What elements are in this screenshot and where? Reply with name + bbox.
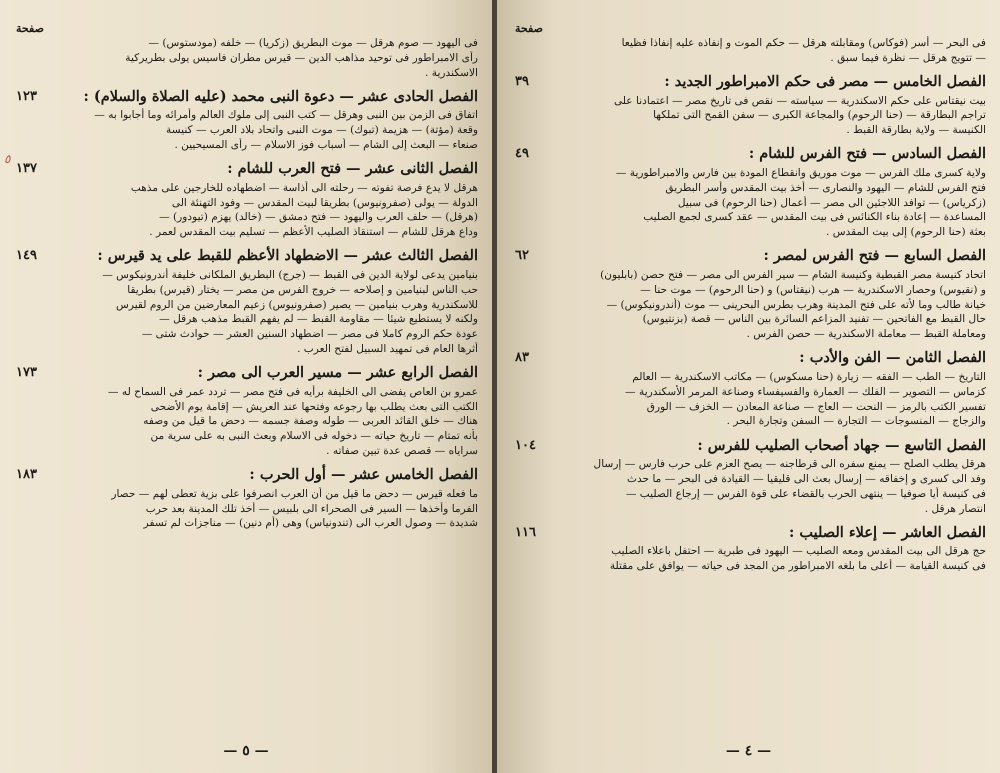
text-line: فى اليهود — صوم هرقل — موت البطريق (زكريا) — خلفه (مودستوس) —	[148, 37, 478, 49]
text-line: فتح الفرس للشام — اليهود والنصارى — أخذ بيت المقدس وأسر البطريق	[665, 181, 986, 194]
chapter-title: الفصل الخامس عشر — أول الحرب :	[249, 466, 478, 484]
chapter-page-number: ١٣٧	[16, 161, 37, 177]
text-line: رأى الامبراطور فى توحيد مذاهب الدين — قيرس مطران فاسيس يولى بطريركية	[125, 51, 478, 64]
text-line: المساعدة — إعادة بناء الكنائس فى بيت المقدس — عقد كسرى لجمع الصليب	[643, 211, 986, 224]
chapter-title: الفصل التاسع — جهاد أصحاب الصليب للفرس :	[697, 436, 986, 454]
chapter-entry	[515, 348, 986, 429]
text-line: الفرما وأخذها — السير فى الصحراء الى بلبيس — أخذ تلك المدينة بعد حرب	[145, 502, 478, 515]
chapter-title: الفصل الثالث عشر — الاضطهاد الأعظم للقبط على يد قيرس :	[97, 247, 478, 265]
text-line: وفد الى كسرى و إخفاقه — إرسال بعث الى قليقيا — القيادة فى البحر — ما حدث	[627, 472, 986, 485]
text-line: فى كنيسة القيامة — أعلى ما بلغه الامبراطور من المجد فى حياته — يوافق على مقتلة	[609, 560, 986, 573]
text-line: حال القبط مع الفاتحين — تفنيد المزاعم السائرة بين الناس — قصة (بزنتيوس)	[642, 313, 986, 326]
text-line: خيانة طالب وما لأته على فتح المدينة وهرب بطرس البحرينى — موت (أندرونيكوس) —	[606, 298, 986, 311]
chapter-title: الفصل العاشر — إعلاء الصليب :	[788, 523, 986, 541]
text-line: عمرو بن العاص يفضى الى الخليفة برأيه فى فتح مصر — تردد عمر فى السماح له —	[107, 385, 478, 398]
chapter-title: الفصل الرابع عشر — مسير العرب الى مصر :	[197, 364, 478, 382]
text-line: وداع هرقل للشام — استنقاذ الصليب الأعظم — تسليم بيت المقدس لعمر .	[149, 226, 478, 239]
text-line: الكنيسة — ولاية بطارقة القبط .	[846, 124, 986, 137]
text-line: (هرقل) — حلف العرب واليهود — فتح دمشق — (خالد) يهزم (تيودور) —	[159, 211, 478, 224]
text-line: بعثة (حنا الرحوم) إلى بيت المقدس .	[825, 226, 986, 239]
text-line: تراجم البطارقة — (حنا الرحوم) والمجاعة الكبرى — سفن القمح التى تملكها	[653, 109, 986, 122]
text-line: انتصار هرقل .	[924, 502, 986, 515]
page-column-label	[16, 22, 478, 36]
continuation-text	[515, 36, 986, 66]
text-line: عودة حكم الروم كاملا فى مصر — اضطهاد السنين العشر — حوادث شتى —	[141, 328, 478, 341]
chapter-page-number: ١٤٩	[16, 248, 37, 264]
text-line: بأنه تمتام — تاريخ حياته — دخوله فى الاسلام وبعث النبى به على سرية من	[150, 430, 478, 443]
text-line: حب الناس لبنيامين و إصلاحه — خروج الفرس من مصر — يختار (قيرس) بطريقا	[127, 283, 478, 296]
chapter-entry	[515, 144, 986, 240]
chapter-page-number: ١٧٣	[16, 365, 37, 381]
chapter-page-number: ٦٢	[515, 248, 529, 264]
chapter-title: الفصل السادس — فتح الفرس للشام :	[748, 145, 986, 163]
text-line: (زكرياس) — توافد اللاجئين الى مصر — أعمال (حنا الرحوم) فى سبيل	[677, 196, 986, 209]
text-line: والزجاج — المنسوجات — التجارة — السفن وتجارة البحر .	[726, 415, 986, 428]
chapter-entry	[16, 159, 478, 240]
chapter-page-number: ١٠٤	[515, 437, 536, 453]
handwritten-margin-note: ٥	[4, 152, 11, 166]
text-line: ولكنه لا يستطيع شيئا — مقاومة القبط — لم يفهم القبط مذهب هرقل —	[159, 313, 478, 326]
text-line: ما فعله قيرس — دحض ما قيل من أن العرب انصرفوا على بزية تعطى لهم — حصار	[111, 487, 478, 500]
chapter-entry	[515, 522, 986, 574]
text-line: اتفاق فى الزمن بين النبى وهرقل — كتب النبى إلى ملوك العالم وأمرائه وما أجابوا به —	[94, 109, 478, 122]
chapter-page-number: ١٢٣	[16, 88, 37, 104]
text-line: أثرها العام فى تمهيد السبيل لفتح العرب .	[297, 342, 478, 355]
text-line: الاسكندرية .	[425, 66, 478, 79]
text-line: بيت نيقتاس على حكم الاسكندرية — سياسته — نقص فى تاريخ مصر — اعتمادنا على	[613, 94, 986, 107]
chapter-page-number: ٨٣	[515, 350, 529, 366]
right-page	[497, 0, 1000, 773]
chapter-title: الفصل الخامس — مصر فى حكم الامبراطور الجديد :	[664, 73, 986, 91]
text-line: الكتب التى بعث يطلب بها رجوعه وفتحها عند العريش — إقامة يوم الأضحى	[150, 400, 478, 413]
column-label-text: صفحة	[16, 22, 44, 35]
chapter-entry	[515, 246, 986, 342]
text-line: ومعاملة القبط — معاملة الاسكندرية — حصن الفرس .	[746, 328, 986, 341]
text-line: فى كنيسة أيا صوفيا — ينتهى الحرب بالقضاء على قوة الفرس — إرجاع الصليب —	[625, 487, 986, 500]
text-line: و (نقيوس) وحصار الاسكندرية — هرب (نيقتاس) و (حنا الرحوم) — موت حنا —	[640, 283, 986, 296]
chapter-title: الفصل الثانى عشر — فتح العرب للشام :	[227, 160, 478, 178]
chapter-entry	[16, 86, 478, 152]
chapter-title: الفصل الثامن — الفن والأدب :	[799, 349, 986, 367]
text-line: شديدة — وصول العرب الى (تندونياس) وهى (أم دنين) — مناجزات لم تسفر	[143, 517, 478, 530]
text-line: هرقل لا يدع فرصة تفوته — رحلته الى أذاسة — اضطهاده للخارجين على مذهب	[130, 181, 478, 194]
chapter-page-number: ١٨٣	[16, 467, 37, 483]
column-label-text: صفحة	[515, 22, 543, 35]
text-line: هناك — خلق القائد العربى — طوله وصفة جسمه — دحض ما قيل من وصفه	[143, 415, 478, 428]
page-folio: — ٥ —	[223, 743, 269, 759]
chapter-page-number: ٤٩	[515, 146, 529, 162]
text-line: تفسير الكتب بالرمز — النحت — العاج — صناعة المعادن — الخزف — الورق	[646, 400, 986, 413]
chapter-title: الفصل الحادى عشر — دعوة النبى محمد (عليه الصلاة والسلام) :	[83, 87, 478, 105]
text-line: التاريخ — الطب — الفقه — زيارة (حنا مسكوس) — مكاتب الاسكندرية — العالم	[632, 370, 986, 383]
chapter-entry	[16, 465, 478, 531]
text-line: صنعاء — البعث إلى الشام — أسباب فوز الاسلام — رأى المسيحيين .	[174, 138, 478, 151]
text-line: الدولة — يولى (صفرونيوس) بطريقا لبيت المقدس — وفود التهنئة الى	[171, 196, 478, 209]
text-line: فى البحر — أسر (فوكاس) ومقابلته هرقل — حكم الموت و إنفاذه عليه إنفاذا فظيعا	[621, 37, 986, 49]
text-line: هرقل يطلب الصلح — يمنع سفره الى قرطاجنه — يصح العزم على حرب فارس — إرسال	[593, 458, 986, 471]
page-column-label	[515, 22, 986, 36]
text-line: ولاية كسرى ملك الفرس — موت موريق وانقطاع المودة بين فارس والامبراطورية —	[615, 166, 986, 179]
text-line: اتحاد كنيسة مصر القبطية وكنيسة الشام — سير الفرس الى مصر — فتح حصن (بابليون)	[600, 268, 986, 281]
left-page	[0, 0, 492, 773]
chapter-entry	[515, 72, 986, 138]
chapter-entry	[16, 363, 478, 459]
chapter-title: الفصل السابع — فتح الفرس لمصر :	[763, 247, 986, 265]
continuation-text	[16, 36, 478, 80]
text-line: — تتويج هرقل — نظرة فيما سبق .	[830, 51, 986, 64]
text-line: بنيامين يدعى لولاية الدين فى القبط — (جرج) البطريق الملكانى خليفة أندرونيكوس —	[102, 268, 478, 281]
text-line: سراياه — قصص عدة تبين صفاته .	[326, 444, 478, 457]
chapter-page-number: ١١٦	[515, 524, 536, 540]
text-line: كزماس — التصوير — الفلك — العمارة والفسيفساء وصناعة المرمر الأسكندرية —	[625, 385, 986, 398]
text-line: حج هرقل الى بيت المقدس ومعه الصليب — اليهود فى طبرية — احتفل باعلاء الصليب	[611, 545, 986, 558]
page-folio: — ٤ —	[725, 743, 772, 759]
text-line: للاسكندرية وهرب بنيامين — يصير (صفرونيوس) زعيم المعارضين من الروم لقيرس	[115, 298, 478, 311]
chapter-entry	[515, 435, 986, 516]
chapter-page-number: ٣٩	[515, 74, 529, 90]
text-line: وقعة (مؤتة) — هزيمة (تبوك) — موت النبى واتحاد بلاد العرب — كنيسة	[166, 124, 478, 137]
chapter-entry	[16, 246, 478, 357]
